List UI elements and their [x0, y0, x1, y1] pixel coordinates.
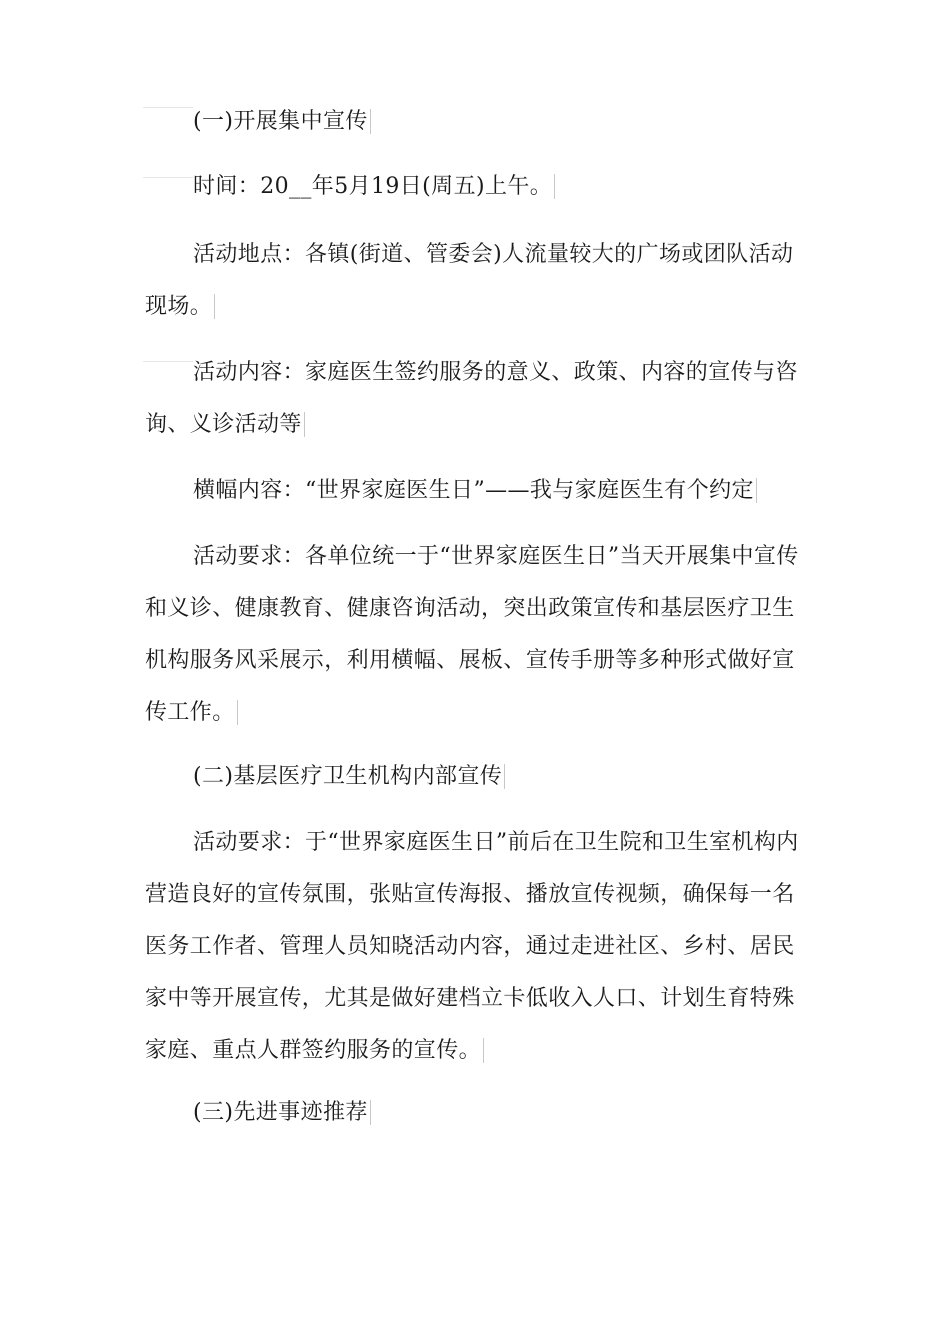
requirement-paragraph-1 — [145, 531, 813, 739]
content-text: 活动内容：家庭医生签约服务的意义、政策、内容的宣传与咨询、义诊活动等 — [145, 360, 798, 437]
time-text: 时间：20__年5月19日(周五)上午。 — [193, 174, 555, 199]
section-heading-3-text: (三)先进事迹推荐 — [193, 1100, 371, 1125]
content-paragraph — [145, 347, 813, 451]
location-paragraph — [145, 229, 813, 333]
section-heading-2 — [145, 751, 813, 803]
time-paragraph — [145, 161, 813, 213]
requirement-paragraph-2 — [145, 817, 813, 1077]
banner-text: 横幅内容：“世界家庭医生日”——我与家庭医生有个约定 — [193, 478, 757, 503]
section-heading-3 — [145, 1087, 813, 1139]
requirement-1-text: 活动要求：各单位统一于“世界家庭医生日”当天开展集中宣传和义诊、健康教育、健康咨询活动，突出政策宣传和基层医疗卫生机构服务风采展示，利用横幅、展板、宣传手册等多种形式做好宣传工作。 — [145, 544, 799, 725]
section-heading-2-text: (二)基层医疗卫生机构内部宣传 — [193, 764, 505, 789]
requirement-2-text: 活动要求：于“世界家庭医生日”前后在卫生院和卫生室机构内营造良好的宣传氛围，张贴宣传海报、播放宣传视频，确保每一名医务工作者、管理人员知晓活动内容，通过走进社区、乡村、居民家中等开展宣传，尤其是做好建档立卡低收入人口、计划生育特殊家庭、重点人群签约服务的宣传。 — [145, 830, 799, 1063]
section-heading-1-text: (一)开展集中宣传 — [193, 109, 371, 134]
section-heading-1 — [145, 96, 813, 148]
location-text: 活动地点：各镇(街道、管委会)人流量较大的广场或团队活动现场。 — [145, 242, 794, 319]
banner-paragraph — [145, 465, 813, 517]
